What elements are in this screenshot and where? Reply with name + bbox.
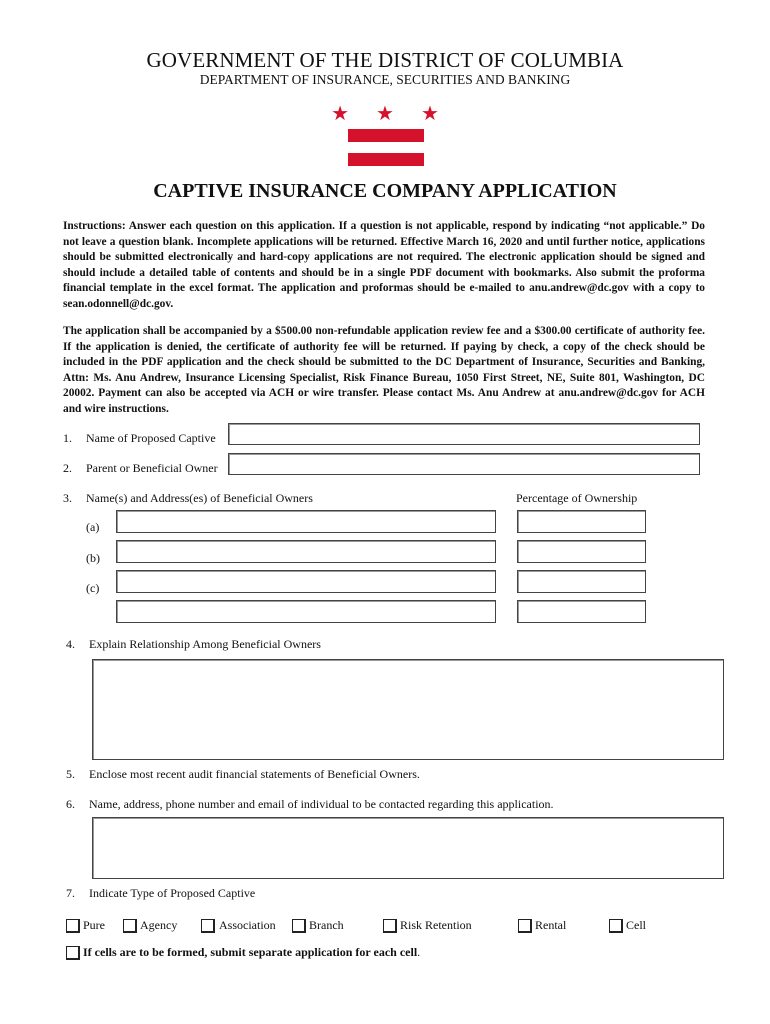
captive-type-label: Agency	[140, 918, 178, 932]
checkbox-icon[interactable]	[609, 919, 623, 933]
q5-number: 5.	[66, 767, 75, 781]
q3-number: 3.	[63, 491, 72, 505]
ownership-percentage-label: Percentage of Ownership	[516, 491, 638, 505]
instructions-paragraph: Instructions: Answer each question on this application. If a question is not applicable, respond by indicating “not applicable.” Do not leave a question blank. Incomplete applications will be returned. Effective March 16, 2020 and until further notice, applications should be submitted electronically and hard-copy applications are not required. The electronic application should be signed and should include a detailed table of contents and should be in a single PDF document with bookmarks. Also submit the proforma financial template in the excel format. The application and proformas should be e-mailed to anu.andrew@dc.gov with a copy to sean.odonnell@dc.gov.	[63, 220, 705, 310]
captive-type-cell-checkbox[interactable]	[609, 918, 646, 933]
owner-b-input[interactable]	[116, 540, 496, 563]
owner-c-percentage-input[interactable]	[517, 570, 646, 593]
cells-note-text: If cells are to be formed, submit separate application for each cell	[83, 945, 418, 959]
q6-label: Name, address, phone number and email of individual to be contacted regarding this application.	[89, 797, 554, 811]
captive-type-association-checkbox[interactable]	[201, 918, 276, 933]
cells-note-period: .	[417, 945, 421, 959]
q2-number: 2.	[63, 461, 72, 475]
checkbox-icon[interactable]	[518, 919, 532, 933]
checkbox-icon[interactable]	[123, 919, 137, 933]
contact-info-textarea[interactable]	[92, 817, 724, 879]
q1-number: 1.	[63, 431, 72, 445]
owner-c-input[interactable]	[116, 570, 496, 593]
captive-type-branch-checkbox[interactable]	[292, 918, 344, 933]
department-heading: DEPARTMENT OF INSURANCE, SECURITIES AND BANKING	[199, 72, 571, 87]
dc-flag-stars-icon: ★ ★ ★	[331, 103, 450, 125]
captive-type-pure-checkbox[interactable]	[66, 918, 105, 933]
dc-flag-bar-icon	[348, 153, 424, 166]
q3-label: Name(s) and Address(es) of Beneficial Owners	[86, 491, 313, 505]
fee-paragraph: The application shall be accompanied by a $500.00 non-refundable application review fee and a $300.00 certificate of authority fee. If the application is denied, the certificate of authority fee will be returned. If paying by check, a copy of the check should be included in the PDF application and the check should be submitted to the DC Department of Insurance, Securities and Banking, Attn: Ms. Anu Andrew, Insurance Licensing Specialist, Risk Finance Bureau, 1050 First Street, NE, Suite 801, Washington, DC 20002. Payment can also be accepted via ACH or wire transfer. Please contact Ms. Anu Andrew at anu.andrew@dc.gov for ACH and wire instructions.	[63, 325, 705, 415]
government-heading: GOVERNMENT OF THE DISTRICT OF COLUMBIA	[146, 48, 624, 72]
owner-row-c-tag: (c)	[86, 581, 100, 595]
owner-d-percentage-input[interactable]	[517, 600, 646, 623]
owner-a-input[interactable]	[116, 510, 496, 533]
form-title: CAPTIVE INSURANCE COMPANY APPLICATION	[153, 180, 617, 202]
owner-row-a-tag: (a)	[86, 520, 100, 534]
captive-type-label: Pure	[83, 918, 105, 932]
cells-note	[66, 945, 420, 960]
checkbox-icon[interactable]	[66, 919, 80, 933]
owner-b-percentage-input[interactable]	[517, 540, 646, 563]
q4-label: Explain Relationship Among Beneficial Owners	[89, 637, 321, 651]
captive-type-label: Risk Retention	[400, 918, 472, 932]
checkbox-icon[interactable]	[292, 919, 306, 933]
captive-type-rental-checkbox[interactable]	[518, 918, 566, 933]
parent-owner-input[interactable]	[228, 453, 700, 475]
q7-label: Indicate Type of Proposed Captive	[89, 886, 256, 900]
captive-type-label: Cell	[626, 918, 646, 932]
owner-a-percentage-input[interactable]	[517, 510, 646, 533]
owner-row-b-tag: (b)	[86, 551, 100, 565]
q6-number: 6.	[66, 797, 75, 811]
captive-type-agency-checkbox[interactable]	[123, 918, 177, 933]
checkbox-icon[interactable]	[66, 946, 80, 960]
checkbox-icon[interactable]	[201, 919, 215, 933]
captive-type-label: Branch	[309, 918, 344, 932]
q7-number: 7.	[66, 886, 75, 900]
owner-d-input[interactable]	[116, 600, 496, 623]
q5-label: Enclose most recent audit financial statements of Beneficial Owners.	[89, 767, 420, 781]
dc-flag-bar-icon	[348, 129, 424, 142]
q2-label: Parent or Beneficial Owner	[86, 461, 218, 475]
q1-label: Name of Proposed Captive	[86, 431, 216, 445]
captive-type-risk-retention-checkbox[interactable]	[383, 918, 472, 933]
q4-number: 4.	[66, 637, 75, 651]
relationship-textarea[interactable]	[92, 659, 724, 760]
checkbox-icon[interactable]	[383, 919, 397, 933]
captive-type-label: Rental	[535, 918, 567, 932]
captive-type-label: Association	[219, 918, 276, 932]
captive-name-input[interactable]	[228, 423, 700, 445]
